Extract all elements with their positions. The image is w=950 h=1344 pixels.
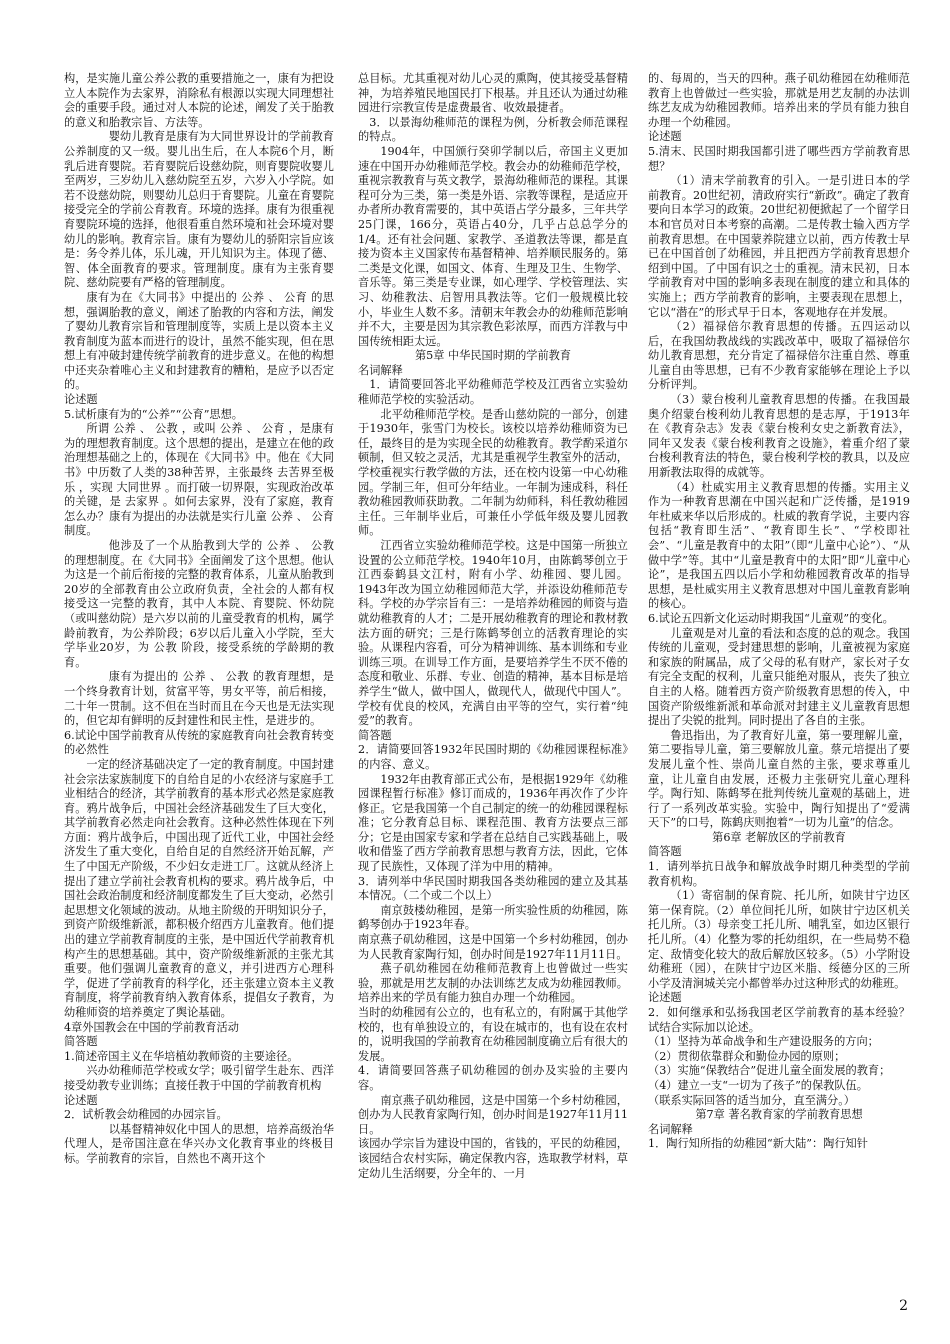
question: 1.简述帝国主义在华培植幼教师资的主要途径。 (64, 1049, 299, 1063)
question: 1．请简要回答北平幼稚师范学校及江西省立实验幼稚师范学校的实验活动。 (358, 378, 628, 407)
question: 1．请列举抗日战争和解放战争时期几种类型的学前教育机构。 (648, 860, 910, 888)
question: 1．陶行知所指的幼稚园“新大陆”：陶行知针 (648, 1137, 868, 1151)
paragraph: 1904年，中国颁行癸卯学制以后，帝国主义更加速在中国开办幼稚师范学校。教会办的幼稚师范学校，重视宗教教育与英文教学，景海幼稚师范的课程。其课程可分为三类，第一类是外语、宗教等课程，是适应开办者所办教育需要的，其中英语占学分最多，三年共学25门课，166分，英语占40分，几乎占总总学分的1/4。还有社会问题、家教学、圣道教法等课，都是直接为资本主义国家传布基督精神、培养顺民服务的。第二类是文化课，如国文、体育、生理及卫生、生物学、音乐等。第三类是专业课，如心理学、学校管理法、实习、幼稚教法、启智用具教法等。它们一般规模比较小，毕业生人数不多。清朝末年教会办的幼稚师范影响并不大，主要是因为其宗教色彩浓厚，而西方洋教与中国传统相距太远。 (358, 144, 628, 348)
paragraph: 婴幼儿教育是康有为大同世界设计的学前教育公养制度的又一级。婴儿出生后，在人本院6个月，断乳后进育婴院。若育婴院后设慈幼院，则育婴院收婴儿至两岁，三岁幼儿入慈幼院至五岁，六岁入小学院。如若不设慈幼院，则婴幼儿总归于育婴院。儿童在育婴院接受完全的学前公育教育。环境的选择。康有为很重视育婴院环境的选择，他很看重自然环境和社会环境对婴幼儿的影响。教育宗旨。康有为婴幼儿的骄阳宗旨应该是：务令养儿体，乐儿魂，开儿知识为主。体现了德、智、体全面教育的要求。管理制度。康有为主张育婴院、慈幼院要有严格的管理制度。 (64, 130, 334, 290)
chapter-heading: 第6章 老解放区的学前教育 (712, 830, 846, 844)
paragraph: （3）蒙台梭利儿童教育思想的传播。在我国最奥介绍蒙台梭利幼儿教育思想的是志厚，于1913年在《教育杂志》发表《蒙台梭利女史之新教育法》，同年又发表《蒙台梭利教育之设施》，着重介绍了蒙台梭利教育法的特色，蒙台梭利学校的教具，以及应用新教法取得的成就等。 (648, 393, 910, 480)
paragraph: 以基督精神奴化中国人的思想，培养高级治华代理人，是帝国注意在华兴办文化教育事业的终极目标。学前教育的宗旨，自然也不离开这个 (64, 1122, 334, 1165)
section-label: 论述题 (64, 393, 98, 407)
section-label: 论述题 (64, 1093, 98, 1107)
paragraph: 一定的经济基础决定了一定的教育制度。中国封建社会宗法家族制度下的自给自足的小农经济与家庭手工业相结合的经济，其学前教育的基本形式必然是家庭教育。鸦片战争后，中国社会经济基础发生了巨大变化，其学前教育必然走向社会教育。这种必然性体现在下列方面：鸦片战争后，中国出现了近代工业，中国社会经济发生了重大变化，自给自足的自然经济开始瓦解，产生了中国无产阶级，不少妇女走进工厂。这就从经济上提出了建立学前社会教育机构的要求。鸦片战争后，中国社会政治制度和经济制度都发生了巨大变动，必然引起思想文化领域的波动。从地主阶级的开明知识分子，到资产阶级维新派，都积极介绍西方儿童教育。他们提出的建立学前教育制度的主张，是中国近代学前教育机构产生的思想基础。其中，资产阶级维新派的主张尤其重要。他们强调儿童教育的意义，并引进西方心理科学，促进了学前教育的科学化，还主张建立资本主义教育制度，将学前教育纳入教育体系，提倡女子教育，为幼稚师资的培养奠定了舆论基础。 (64, 757, 334, 1019)
paragraph: （4）杜威实用主义教育思想的传播。实用主义作为一种教育思潮在中国兴起和广泛传播，是1919年杜威来华以后形成的。杜威的教育学说，主要内容包括“教育即生活”、“教育即生长”、“学校即社会”、“儿童是教育中的太阳”（即“儿童中心论”）、“从做中学”等。其中“儿童是教育中的太阳”即“儿童中心论”，是我国五四以后小学和幼稚园教育改革的指导思想，是杜威实用主义教育思想对中国儿童教育影响的核心。 (648, 480, 910, 611)
question: 2．试析教会幼稚园的办园宗旨。 (64, 1108, 228, 1122)
list-item: （2）贯彻依靠群众和勤俭办园的原则； (648, 1049, 846, 1063)
chapter-heading: 第5章 中华民国时期的学前教育 (414, 349, 572, 363)
chapter-heading: 4章外国教会在中国的学前教育活动 (64, 1020, 239, 1034)
paragraph: 当时的幼稚园有公立的，也有私立的，有附属于其他学校的，也有单独设立的，有设在城市的，也有设在农村的，说明我国的学前教育在幼稚园制度确立后有很大的发展。 (358, 1006, 628, 1063)
section-label: 论述题 (648, 991, 682, 1005)
paragraph: 所谓 公养 、 公教 ，或叫 公养 、 公育 ，是康有为的理想教育制度。这个思想的提出，是建立在他的政治理想基础之上的，体现在《大同书》中。他在《大同书》中历数了人类的38种苦界，主张最终 去苦界至极乐 ，实现 大同世界 。而打破一切界限，实现政治改革的关键，是 去家界 。如何去家界，没有了家庭，教育怎么办？康有为提出的办法就是实行儿童 公养 、 公育 制度。 (64, 422, 334, 538)
paragraph: （1）清末学前教育的引入。一是引进日本的学前教育。20世纪初，清政府实行“新政”。确定了教育要向日本学习的政策。20世纪初便掀起了一个留学日本和官员对日本考察的高潮。二是传教士输入西方学前教育思想。在中国蒙养院建立以前，西方传教士早已在中国首创了幼稚园，并且把西方学前教育思想介绍到中国。了中国有识之士的重视。清末民初，日本学前教育对中国的影响多表现在制度的建立和具体的实施上；西方学前教育的影响，主要表现在思想上，它以“潜在”的形式早于日本，客观地存在并发展。 (648, 174, 910, 319)
paragraph: 南京燕子矶幼稚园，这是中国第一个乡村幼稚园，创办为人民教育家陶行知，创办时间是1927年11月11日。 (358, 1093, 628, 1136)
paragraph: 康有为在《大同书》中提出的 公养 、 公育 的思想，强调胎教的意义，阐述了胎教的内容和方法，阐发了婴幼儿教育宗旨和管理制度等，实质上是以资本主义教育制度为蓝本而进行的设计，虽然不能实现，但在思想上有冲破封建传统学前教育的进步意义。在他的构想中还夹杂着唯心主义和封建教育的糟粕，是应予以否定的。 (64, 290, 334, 392)
paragraph: 儿童观是对儿童的看法和态度的总的观念。我国传统的儿童观，受封建思想的影响，儿童被视为家庭和家族的附属品，成了父母的私有财产，家长对子女有完全支配的权利，儿童只能绝对服从，丧失了独立自主的人格。随着西方资产阶级教育思想的传入，中国资产阶级维新派和革命派对封建主义儿童教育思想提出了尖锐的批判。同时提出了各自的主张。 (648, 626, 910, 728)
question: 3．以景海幼稚师范的课程为例，分析教会师范课程的特点。 (358, 115, 628, 144)
paragraph: （2）福禄倍尔教育思想的传播。五四运动以后，在我国幼教战线的实践改革中，吸取了福禄倍尔幼儿教育思想，充分肯定了福禄倍尔注重自然、尊重儿童自由等思想，已有不少教育家能够在理论上予以分析评判。 (648, 320, 910, 392)
column-right (648, 72, 910, 1302)
question: 3．请列举中华民国时期我国各类幼稚园的建立及其基本情况。（二个或二个以上） (358, 874, 628, 903)
question: 2．请简要回答1932年民国时期的《幼稚园课程标准》的内容、意义。 (358, 743, 628, 771)
section-label: 简答题 (358, 728, 392, 742)
question: 5.试析康有为的“公养”“公育”思想。 (64, 407, 243, 421)
paragraph: （1）寄宿制的保育院、托儿所，如陕甘宁边区第一保育院。（2）单位间托儿所，如陕甘宁边区机关托儿所。（3）母亲变工托儿所、哺乳室，如边区银行托儿所。（4）化整为零的托幼组织，在一些局势不稳定、敌情变化较大的敌后解放区较多。（5）小学附设幼稚班（园），在陕甘宁边区米脂、绥德分区的三所小学及清涧城关完小都曾举办过这种形式的幼稚班。 (648, 889, 910, 990)
paragraph: 他涉及了一个从胎教到大学的 公养 、 公教 的理想制度。在《大同书》全面阐发了这个思想。他认为这是一个前后衔接的完整的教育体系，儿童从胎教到20岁的全部教育由公立政府负责，全社会的人都有权接受这一完整的教育，其中人本院、育婴院、怀幼院（或叫慈幼院）是六岁以前的儿童受教育的机构，属学龄前教育，为公养阶段；6岁以后儿童入小学院，至大学毕业20岁，为 公教 阶段，接受系统的学龄期的教育。 (64, 539, 334, 669)
paragraph: 北平幼稚师范学校。是香山慈幼院的一部分，创建于1930年，张雪门为校长。该校以培养幼稚师资为已任，最终目的是为实现全民的幼稚教育。教学酌采道尔顿制，但又较之灵活，尤其是重视学生教室外的活动，学校重视实行教学做的方法，还在校内设第一中心幼稚园。学制三年，但可分年结业。一年制为速成科，科任教幼稚园教师获助教。二年制为幼师科，科任教幼稚园主任。三年制毕业后，可兼任小学低年级及婴儿园教师。 (358, 407, 628, 538)
question: 5.清末、民国时期我国都引进了哪些西方学前教育思想？ (648, 144, 910, 173)
chapter-heading: 第7章 著名教育家的学前教育思想 (695, 1108, 863, 1122)
list-item: （4）建立一支“一切为了孩子”的保教队伍。 (648, 1078, 868, 1092)
paragraph: 该园办学宗旨为建设中国的，省钱的，平民的幼稚园，该园结合农村实际，确定保教内容，选取教学材料，草定幼儿生活纲要，分全年的、一月 (358, 1137, 628, 1180)
question: 6.试论五四新文化运动时期我国“儿童观”的变化。 (648, 611, 894, 625)
section-label: 名词解释 (358, 363, 403, 377)
paragraph: 南京鼓楼幼稚园，是第一所实验性质的幼稚园，陈鹤琴创办于1923年春。 (358, 903, 628, 932)
paragraph: 1932年由教育部正式公布，是根据1929年《幼稚园课程暂行标准》修订而成的，1936年再次作了少许修正。它是我国第一个自己制定的统一的幼稚园课程标准；它分教育总目标、课程范围、教育方法要点三部分；它是由国家专家和学者在总结自己实践基础上，吸收和借鉴了西方学前教育思想与教育方法，因此，它体现了民族性，又体现了洋为中用的精神。 (358, 772, 628, 874)
section-label: 简答题 (648, 845, 682, 859)
section-label: 简答题 (64, 1035, 98, 1049)
paragraph: 鲁迅指出，为了教育好儿童，第一要理解儿童，第二要指导儿童，第三要解放儿童。蔡元培提出了要发展儿童个性、崇尚儿童自然的主张，要求尊重儿童，让儿童自由发展，还极力主张研究儿童心理科学。陶行知、陈鹤琴在批判传统儿童观的基础上，进行了一系列改革实验。实验中，陶行知提出了“爱满天下”的口号，陈鹤庆则抱着“一切为儿童”的信念。 (648, 728, 910, 830)
paragraph: 江西省立实验幼稚师范学校。这是中国第一所独立设置的公立师范学校。1940年10月，由陈鹤琴创立于江西泰鹤县文江村，附有小学、幼稚园、婴儿园。1943年改为国立幼稚园师范大学，并添设幼稚师范专科。学校的办学宗旨有三：一是培养幼稚园的师资与造就幼稚教育的人才；二是开展幼稚教育的理论和教材教法方面的研究；三是行陈鹤琴创立的活教育理论的实验。从课程内容看，可分为精神训练、基本训练和专业训练三项。在训导工作方面，是要培养学生不厌不倦的态度和敬业、乐群、专业、创造的精神，基本目标是培养学生“做人，做中国人，做现代人，做现代中国人”。学校有优良的校风，充满自由平等的空气，实行着“纯爱”的教育。 (358, 539, 628, 728)
column-middle (358, 72, 628, 1302)
note: （联系实际回答的适当加分，直至满分。） (648, 1093, 855, 1107)
paragraph: 构，是实施儿童公养公教的重要措施之一，康有为把设立人本院作为去家界，消除私有根源以实现大同理想社会的重要手段。通过对人本院的论述，阐发了关于胎教的意义和胎教宗旨、方法等。 (64, 72, 334, 129)
list-item: （3）实施“保教结合”促进儿童全面发展的教育； (648, 1064, 891, 1078)
section-label: 名词解释 (648, 1122, 693, 1136)
page-number: 2 (899, 1298, 908, 1314)
paragraph: 南京燕子矶幼稚园，这是中国第一个乡村幼稚园，创办为人民教育家陶行知，创办时间是1927年11月11日。 (358, 933, 628, 961)
question: 2．如何继承和弘扬我国老区学前教育的基本经验？试结合实际加以论述。 (648, 1006, 910, 1034)
paragraph: 的、每周的，当天的四种。燕子矶幼稚园在幼稚师范教育上也曾做过一些实验，那就是用艺友制的办法训练艺友成为幼稚园教师。培养出来的学员有能力独自办理一个幼稚园。 (648, 72, 910, 129)
section-label: 论述题 (648, 130, 682, 144)
question: 6.试论中国学前教育从传统的家庭教育向社会教育转变的必然性 (64, 728, 334, 757)
paragraph: 总目标。尤其重视对幼儿心灵的熏陶，使其接受基督精神，为培养殖民地国民打下根基。并且还认为通过幼稚园进行宗教宣传是虚费最省、收效最捷者。 (358, 72, 628, 115)
paragraph: 康有为提出的 公养 、 公教 的教育理想，是一个终身教育计划，贫富平等，男女平等，前后相接，二十年一贯制。这不但在当时而且在今天也是无法实现的，但它却有鲜明的反封建性和民主性，是进步的。 (64, 670, 334, 728)
paragraph: 燕子矶幼稚园在幼稚师范教育上也曾做过一些实验，那就是用艺友制的办法训练艺友成为幼稚园教师。培养出来的学员有能力独自办理一个幼稚园。 (358, 962, 628, 1005)
question: 4．请简要回答燕子矶幼稚园的创办及实验的主要内容。 (358, 1064, 628, 1092)
column-left (64, 72, 334, 1302)
paragraph: 兴办幼稚师范学校或女学；吸引留学生赴东、西洋接受幼教专业训练；直接任教于中国的学前教育机构 (64, 1064, 334, 1092)
list-item: （1）坚持为革命战争和生产建设服务的方向； (648, 1035, 879, 1049)
